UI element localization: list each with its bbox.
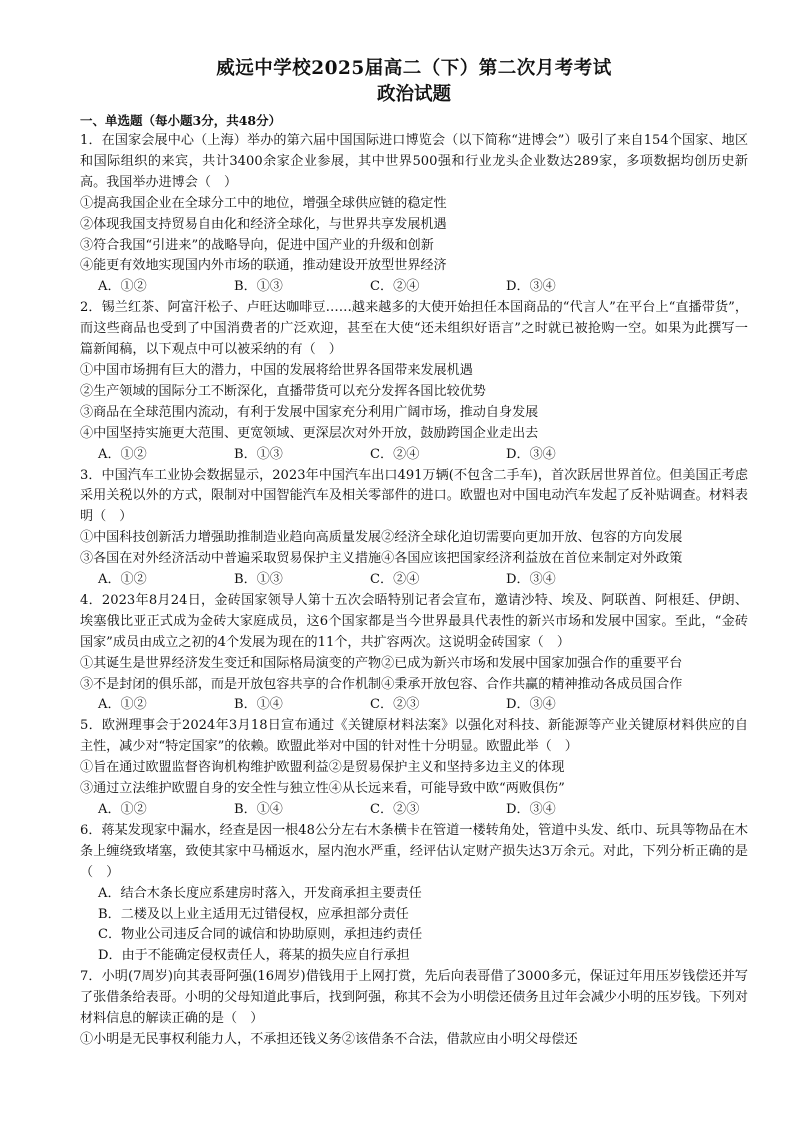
option-b: B．①③ bbox=[234, 279, 283, 295]
statement: ③各国在对外经济活动中普遍采取贸易保护主义措施④各国应该把国家经济利益放在首位来制定对外政策 bbox=[80, 551, 683, 567]
option-b: B．二楼及以上业主适用无过错侵权，应承担部分责任 bbox=[98, 906, 409, 922]
option-b: B．①④ bbox=[234, 802, 283, 817]
statement: ①中国科技创新活力增强助推制造业趋向高质量发展②经济全球化迫切需要向更加开放、包容的方向发展 bbox=[80, 530, 683, 546]
exam-title: 威远中学校2025届高二（下）第二次月考考试 bbox=[216, 58, 612, 79]
question-stem: 2．锡兰红茶、阿富汗松子、卢旺达咖啡豆……越来越多的大使开始担任本国商品的“代言人”在平台上“直播带货”，而这些商品也受到了中国消费者的广泛欢迎，甚至在大使“还未组织好语言”之时就已被抢购一空。如果为此撰写一篇新闻稿，以下观点中可以被采纳的有（ ） bbox=[80, 300, 748, 358]
statement: ③符合我国“引进来”的战略导向，促进中国产业的升级和创新 bbox=[80, 237, 434, 253]
option-b: B．①③ bbox=[234, 572, 283, 588]
option-c: C．②④ bbox=[370, 572, 420, 588]
option-c: C．物业公司违反合同的诚信和协助原则，承担违约责任 bbox=[98, 927, 423, 943]
answer-options bbox=[80, 277, 748, 298]
option-d: D．由于不能确定侵权责任人，蒋某的损失应自行承担 bbox=[98, 948, 410, 964]
answer-options bbox=[80, 695, 748, 716]
question-6 bbox=[80, 821, 748, 967]
statement: ③通过立法维护欧盟自身的安全性与独立性④从长远来看，可能导致中欧“两败俱伤” bbox=[80, 781, 565, 797]
question-5 bbox=[80, 716, 748, 821]
statement: ③商品在全球范围内流动，有利于发展中国家充分利用广阔市场，推动自身发展 bbox=[80, 404, 539, 420]
statement: ④中国坚持实施更大范围、更宽领域、更深层次对外开放，鼓励跨国企业走出去 bbox=[80, 425, 539, 441]
option-d: D．③④ bbox=[506, 572, 556, 588]
option-a: A．①② bbox=[98, 446, 147, 462]
question-2 bbox=[80, 298, 748, 465]
option-a: A．①② bbox=[98, 802, 147, 817]
answer-options bbox=[80, 445, 748, 466]
option-b: B．①③ bbox=[234, 446, 283, 462]
option-a: A．①② bbox=[98, 697, 147, 713]
option-c: C．②③ bbox=[370, 697, 420, 713]
statement: ②体现我国支持贸易自由化和经济全球化，与世界共享发展机遇 bbox=[80, 216, 447, 232]
exam-page bbox=[80, 56, 748, 1051]
question-4 bbox=[80, 591, 748, 716]
answer-options bbox=[80, 570, 748, 591]
section-heading: 一、单选题（每小题3分，共48分） bbox=[80, 113, 282, 128]
option-c: C．②④ bbox=[370, 446, 420, 462]
question-stem: 3．中国汽车工业协会数据显示，2023年中国汽车出口491万辆(不包含二手车)，首次跃居世界首位。但美国正考虑采用关税以外的方式，限制对中国智能汽车及相关零部件的进口。欧盟也对中国电动汽车发起了反补贴调查。材料表明（ ） bbox=[80, 467, 748, 525]
statement: ①其诞生是世界经济发生变迁和国际格局演变的产物②已成为新兴市场和发展中国家加强合作的重要平台 bbox=[80, 655, 683, 671]
option-a: A．①② bbox=[98, 279, 147, 295]
option-d: D．③④ bbox=[506, 802, 556, 817]
question-stem: 1．在国家会展中心（上海）举办的第六届中国国际进口博览会（以下简称“进博会”）吸引了来自154个国家、地区和国际组织的来宾，共计3400余家企业参展，其中世界500强和行业龙头企业数达289家，多项数据均创历史新高。我国举办进博会（ ） bbox=[80, 133, 748, 190]
option-d: D．③④ bbox=[506, 697, 556, 713]
question-7 bbox=[80, 967, 748, 1051]
statement: ①提高我国企业在全球分工中的地位，增强全球供应链的稳定性 bbox=[80, 195, 447, 211]
question-3 bbox=[80, 466, 748, 591]
question-stem: 6．蒋某发现家中漏水，经查是因一根48公分左右木条横卡在管道一楼转角处，管道中头发、纸巾、玩具等物品在木条上缠绕致堵塞，致使其家中马桶返水，屋内泡水严重，经评估认定财产损失达3万余元。对此，下列分析正确的是（ ） bbox=[80, 822, 748, 880]
statement: ①小明是无民事权利能力人，不承担还钱义务②该借条不合法，借款应由小明父母偿还 bbox=[80, 1031, 578, 1047]
option-c: C．②④ bbox=[370, 279, 420, 295]
option-d: D．③④ bbox=[506, 446, 556, 462]
option-b: B．①④ bbox=[234, 697, 283, 713]
question-stem: 5．欧洲理事会于2024年3月18日宣布通过《关键原材料法案》以强化对科技、新能源等产业关键原材料供应的自主性，减少对“特定国家”的依赖。欧盟此举对中国的针对性十分明显。欧盟此举（ ） bbox=[80, 718, 748, 755]
statement: ①中国市场拥有巨大的潜力，中国的发展将给世界各国带来发展机遇 bbox=[80, 362, 473, 378]
statement: ②生产领域的国际分工不断深化，直播带货可以充分发挥各国比较优势 bbox=[80, 383, 486, 399]
question-1 bbox=[80, 131, 748, 298]
exam-subtitle: 政治试题 bbox=[376, 84, 451, 105]
question-stem: 7．小明(7周岁)向其表哥阿强(16周岁)借钱用于上网打赏，先后向表哥借了3000多元，保证过年用压岁钱偿还并写了张借条给表哥。小明的父母知道此事后，找到阿强，称其不会为小明偿还债务且过年会减少小明的压岁钱。下列对材料信息的解读正确的是（ ） bbox=[80, 969, 748, 1027]
option-c: C．②③ bbox=[370, 802, 420, 817]
statement: ④能更有效地实现国内外市场的联通，推动建设开放型世界经济 bbox=[80, 258, 447, 274]
question-stem: 4．2023年8月24日，金砖国家领导人第十五次会晤特别记者会宣布，邀请沙特、埃及、阿联酋、阿根廷、伊朗、埃塞俄比亚正式成为金砖大家庭成员，这6个国家都是当今世界最具代表性的新兴市场和发展中国家。至此，“金砖国家”成员由成立之初的4个发展为现在的11个，共扩容两次。这说明金砖国家（ ） bbox=[80, 592, 748, 650]
option-a: A．①② bbox=[98, 572, 147, 588]
option-d: D．③④ bbox=[506, 279, 556, 295]
option-a: A．结合木条长度应系建房时落入，开发商承担主要责任 bbox=[98, 885, 422, 901]
answer-options bbox=[80, 800, 748, 821]
statement: ①旨在通过欧盟监督咨询机构维护欧盟利益②是贸易保护主义和坚持多边主义的体现 bbox=[80, 760, 565, 776]
statement: ③不是封闭的俱乐部，而是开放包容共享的合作机制④秉承开放包容、合作共赢的精神推动各成员国合作 bbox=[80, 676, 683, 692]
